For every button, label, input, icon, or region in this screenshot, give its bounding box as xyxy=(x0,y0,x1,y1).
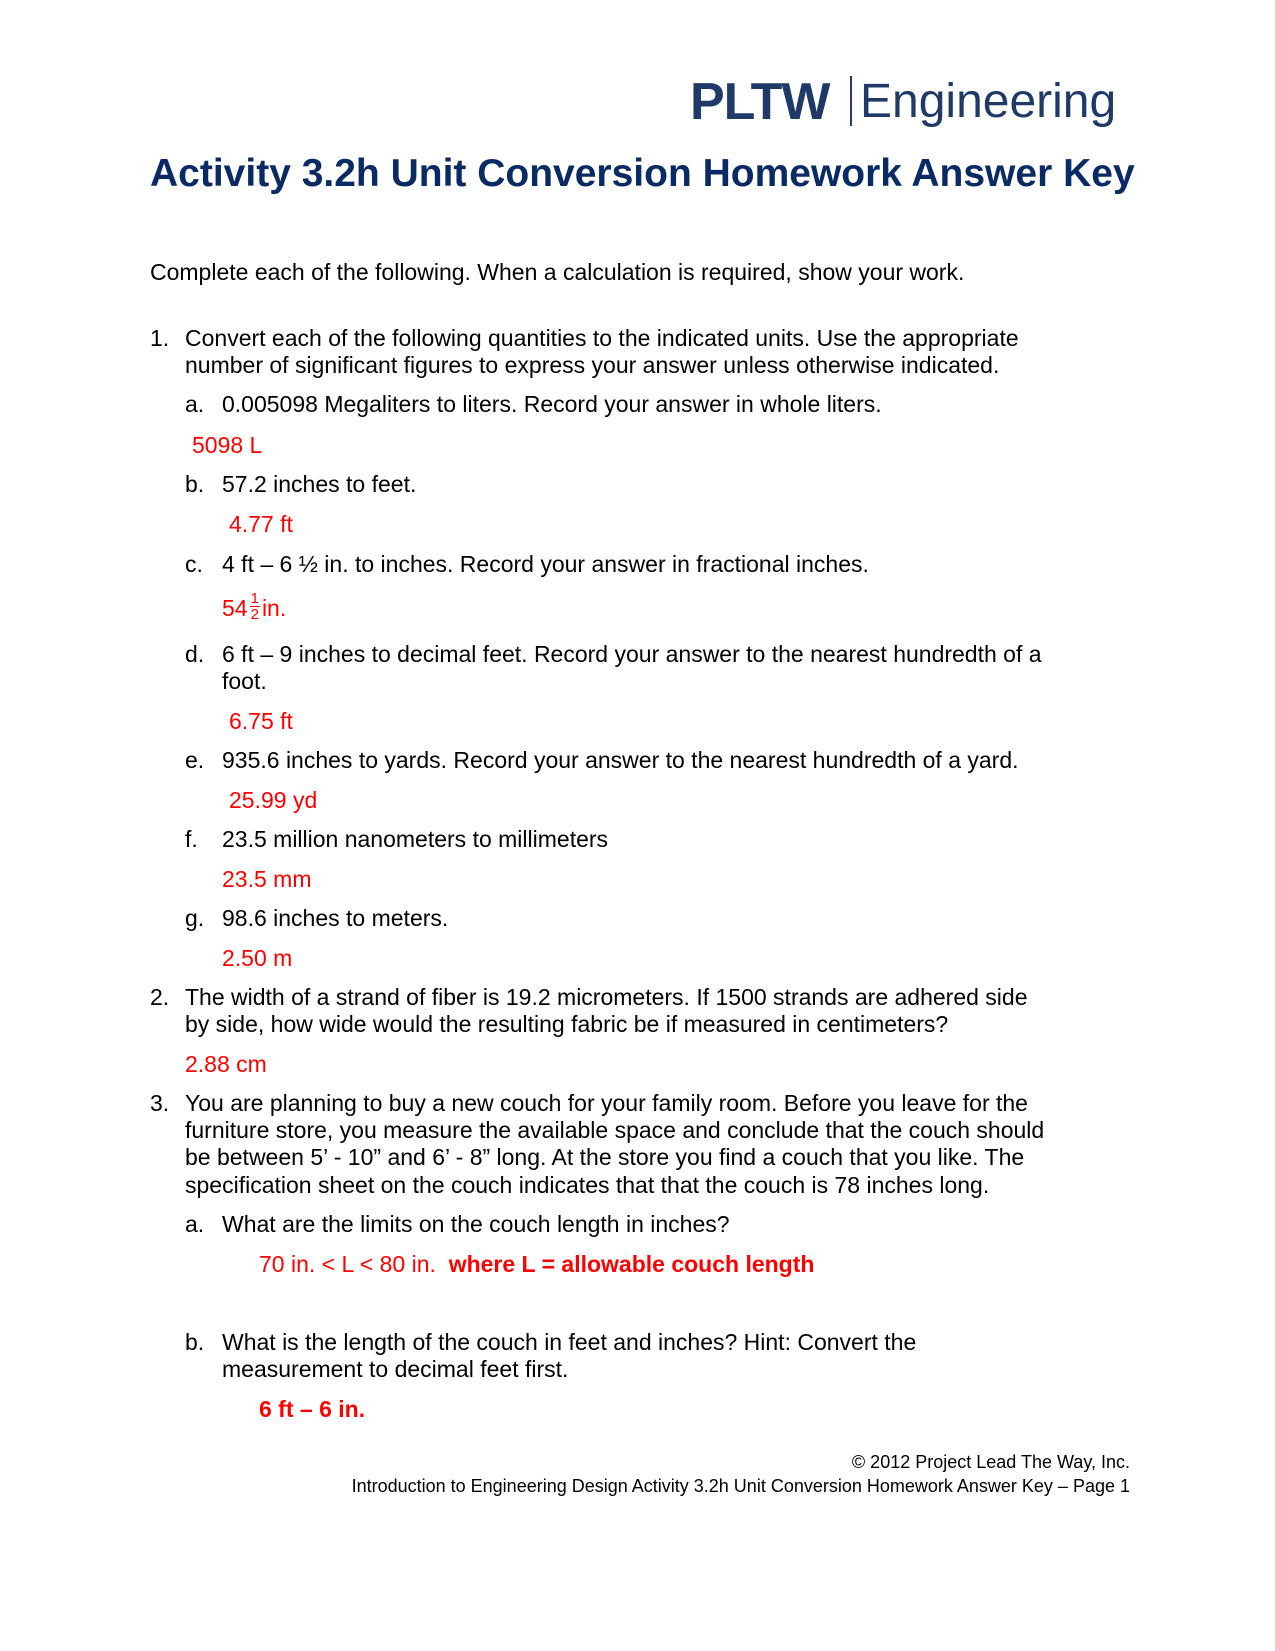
q2-text-line2: by side, how wide would the resulting fabric be if measured in centimeters? xyxy=(185,1011,949,1037)
q2-text-line1: The width of a strand of fiber is 19.2 micrometers. If 1500 strands are adhered side xyxy=(185,984,1028,1010)
q1b-answer: 4.77 ft xyxy=(229,511,293,537)
q1g-letter: g. xyxy=(185,905,205,931)
q1f-letter: f. xyxy=(185,826,198,852)
q3a-answer xyxy=(259,1250,814,1278)
instructions: Complete each of the following. When a calculation is required, show your work. xyxy=(150,259,965,285)
q1e-answer: 25.99 yd xyxy=(229,787,318,813)
q1a-answer: 5098 L xyxy=(192,432,263,458)
q2-answer: 2.88 cm xyxy=(185,1051,267,1077)
q1b-letter: b. xyxy=(185,471,205,497)
q1g-text: 98.6 inches to meters. xyxy=(222,905,449,931)
q1-number: 1. xyxy=(150,325,170,351)
q1-text-line2: number of significant figures to express your answer unless otherwise indicated. xyxy=(185,352,1000,378)
q1d-text-line1: 6 ft – 9 inches to decimal feet. Record your answer to the nearest hundredth of a xyxy=(222,641,1042,667)
q3-text-line1: You are planning to buy a new couch for your family room. Before you leave for the xyxy=(185,1090,1028,1116)
logo-divider xyxy=(850,76,852,126)
q3-number: 3. xyxy=(150,1090,170,1116)
q3-text-line2: furniture store, you measure the available space and conclude that the couch should xyxy=(185,1117,1045,1143)
logo-product: Engineering xyxy=(860,75,1117,128)
q1g-answer: 2.50 m xyxy=(222,945,293,971)
q1e-letter: e. xyxy=(185,747,205,773)
q3b-letter: b. xyxy=(185,1329,205,1355)
q1b-text: 57.2 inches to feet. xyxy=(222,471,417,497)
q1a-letter: a. xyxy=(185,391,205,417)
footer-copyright: © 2012 Project Lead The Way, Inc. xyxy=(851,1452,1130,1472)
q1a-text: 0.005098 Megaliters to liters. Record your answer in whole liters. xyxy=(222,391,882,417)
q3a-text: What are the limits on the couch length in inches? xyxy=(222,1211,730,1237)
q1c-answer-unit: in. xyxy=(261,595,287,621)
q1f-text: 23.5 million nanometers to millimeters xyxy=(222,826,609,852)
q1-text-line1: Convert each of the following quantities to the indicated units. Use the appropriate xyxy=(185,325,1019,351)
page-title: Activity 3.2h Unit Conversion Homework Answer Key xyxy=(150,152,1135,195)
q1d-answer: 6.75 ft xyxy=(229,708,293,734)
q3a-answer-inequality: 70 in. < L < 80 in. xyxy=(259,1251,436,1277)
q3b-text-line1: What is the length of the couch in feet and inches? Hint: Convert the xyxy=(222,1329,917,1355)
footer-course-line: Introduction to Engineering Design Activity 3.2h Unit Conversion Homework Answer Key – Page 1 xyxy=(351,1476,1130,1496)
q1c-answer-fraction xyxy=(250,591,260,622)
q1d-text-line2: foot. xyxy=(222,668,267,694)
q3b-answer: 6 ft – 6 in. xyxy=(259,1396,366,1422)
q1c-text: 4 ft – 6 ½ in. to inches. Record your answer in fractional inches. xyxy=(222,551,869,577)
q3-text-line3: be between 5’ - 10” and 6’ - 8” long. At the store you find a couch that you like. The xyxy=(185,1144,1025,1170)
q1c-letter: c. xyxy=(185,551,203,577)
q1c-answer xyxy=(222,590,287,625)
logo-brand: PLTW xyxy=(690,73,830,131)
q3a-answer-note: where L = allowable couch length xyxy=(448,1251,815,1277)
q1e-text: 935.6 inches to yards. Record your answer to the nearest hundredth of a yard. xyxy=(222,747,1019,773)
q2-number: 2. xyxy=(150,984,170,1010)
q3-text-line4: specification sheet on the couch indicates that that the couch is 78 inches long. xyxy=(185,1172,990,1198)
q1f-answer: 23.5 mm xyxy=(222,866,312,892)
q1c-fraction-denominator: 2 xyxy=(250,606,259,624)
pltw-engineering-logo xyxy=(690,72,1120,134)
q3b-text-line2: measurement to decimal feet first. xyxy=(222,1356,569,1382)
q3a-letter: a. xyxy=(185,1211,205,1237)
q1c-answer-whole: 54 xyxy=(222,595,248,621)
q1d-letter: d. xyxy=(185,641,205,667)
q1c-fraction-numerator: 1 xyxy=(250,590,259,608)
